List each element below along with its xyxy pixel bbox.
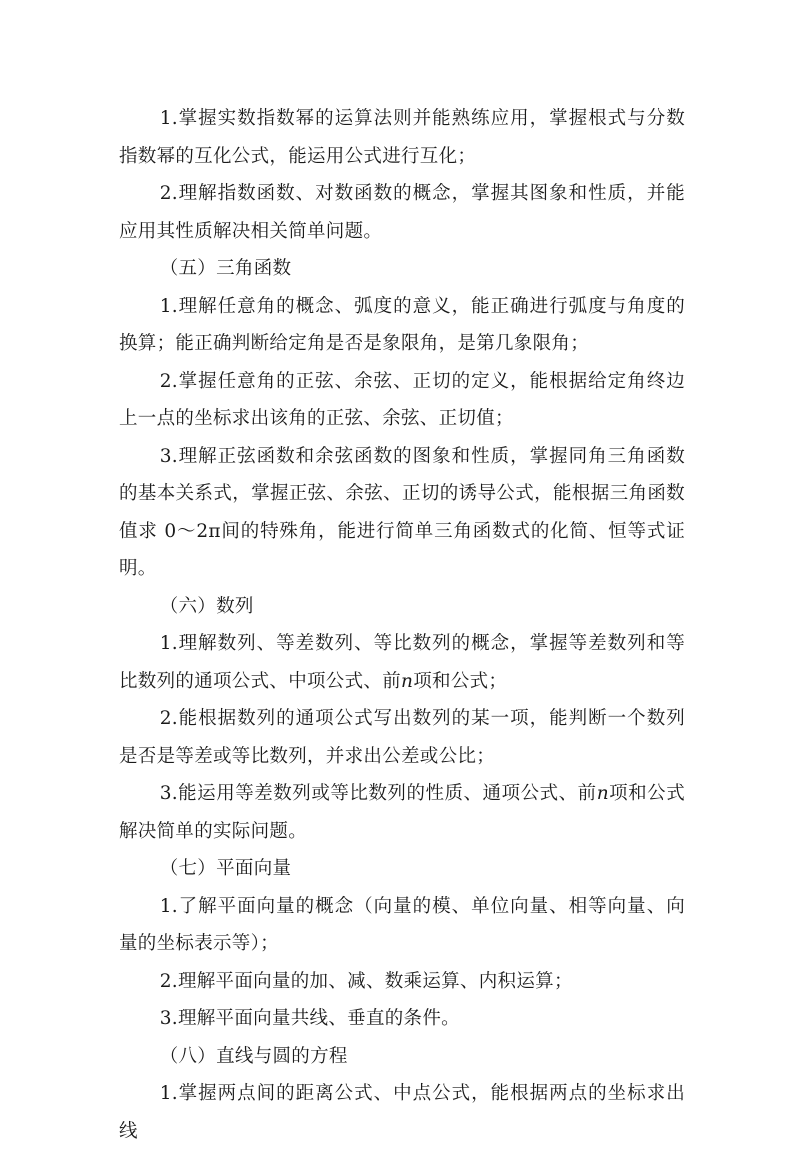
section-heading-trig-functions: （五）三角函数 bbox=[159, 258, 292, 279]
paragraph-exponent-rules: 1.掌握实数指数幂的运算法则并能熟练应用，掌握根式与分数指数幂的互化公式，能运用公式进行互化； bbox=[119, 108, 685, 167]
paragraph-sequence-concepts bbox=[119, 625, 685, 700]
section-heading-lines-circles: （八）直线与圆的方程 bbox=[159, 1045, 348, 1067]
section-heading-sequences: （六）数列 bbox=[159, 595, 254, 617]
paragraph-vector-operations: 2.理解平面向量的加、减、数乘运算、内积运算； bbox=[159, 970, 573, 992]
variable-n: n bbox=[401, 670, 414, 692]
paragraph-text-part: 项和公式解决简单的实际问题。 bbox=[119, 783, 686, 842]
variable-n: n bbox=[596, 783, 609, 804]
paragraph-vector-concepts: 1.了解平面向量的概念（向量的模、单位向量、相等向量、向量的坐标表示等）； bbox=[119, 895, 685, 954]
paragraph-text-part: 1.理解数列、等差数列、等比数列的概念，掌握等差数列和等比数列的通项公式、中项公式、前 bbox=[119, 633, 685, 692]
paragraph-sequence-terms: 2.能根据数列的通项公式写出数列的某一项，能判断一个数列是否是等差或等比数列，并求出公差或公比； bbox=[119, 708, 685, 767]
paragraph-text-part: 3.能运用等差数列或等比数列的性质、通项公式、前 bbox=[159, 783, 597, 804]
paragraph-sin-cos-tan-definition: 2.掌握任意角的正弦、余弦、正切的定义，能根据给定角终边上一点的坐标求出该角的正弦、余弦、正切值； bbox=[119, 370, 685, 429]
document-body bbox=[119, 100, 685, 1150]
paragraph-text-part: 项和公式； bbox=[413, 670, 508, 692]
paragraph-arbitrary-angle: 1.理解任意角的概念、弧度的意义，能正确进行弧度与角度的换算；能正确判断给定角是否是象限角，是第几象限角； bbox=[119, 295, 685, 354]
section-heading-plane-vectors: （七）平面向量 bbox=[159, 858, 292, 879]
paragraph-vector-conditions: 3.理解平面向量共线、垂直的条件。 bbox=[159, 1008, 460, 1029]
paragraph-exponential-log-functions: 2.理解指数函数、对数函数的概念，掌握其图象和性质，并能应用其性质解决相关简单问题。 bbox=[119, 183, 685, 242]
paragraph-sequence-applications bbox=[119, 775, 685, 850]
paragraph-distance-midpoint: 1.掌握两点间的距离公式、中点公式，能根据两点的坐标求出线 bbox=[119, 1083, 685, 1142]
paragraph-sin-cos-graphs: 3.理解正弦函数和余弦函数的图象和性质，掌握同角三角函数的基本关系式，掌握正弦、余弦、正切的诱导公式，能根据三角函数值求 0～2π间的特殊角，能进行简单三角函数式的化简、恒等式证明。 bbox=[119, 445, 685, 579]
